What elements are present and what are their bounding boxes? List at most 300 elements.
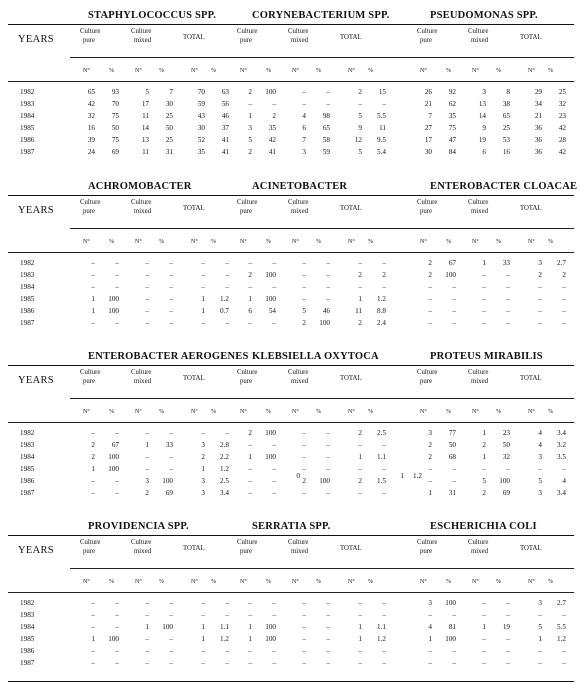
culture-mixed-word: Culture [131, 539, 152, 546]
table-cell: – [302, 635, 306, 643]
table-cell: 32 [87, 112, 95, 120]
table-cell: – [91, 271, 95, 279]
culture-pure-word: Culture [80, 28, 101, 35]
table-cell: 26 [424, 88, 432, 96]
table-cell: – [201, 659, 205, 667]
table-cell: 3.4 [220, 489, 229, 497]
count-subheader: N° [135, 239, 142, 245]
top-rule [8, 24, 574, 25]
table-cell: – [201, 611, 205, 619]
table-cell: 2.7 [557, 599, 566, 607]
table-cell: 3 [145, 477, 149, 485]
table-cell: – [452, 319, 456, 327]
table-cell: – [326, 271, 330, 279]
table-cell: 25 [165, 112, 173, 120]
table-cell: 1 [201, 295, 205, 303]
percent-subheader: % [109, 579, 114, 585]
table-cell: – [272, 283, 276, 291]
table-cell: – [169, 465, 173, 473]
table-cell: 1 [482, 429, 486, 437]
table-cell: – [302, 283, 306, 291]
table-cell: 98 [322, 112, 330, 120]
table-cell: 50 [448, 441, 456, 449]
count-subheader: N° [83, 239, 90, 245]
table-cell: 100 [499, 477, 510, 485]
table-cell: – [169, 271, 173, 279]
culture-mixed-header [468, 538, 488, 556]
table-cell: 2 [358, 88, 362, 96]
percent-subheader: % [446, 239, 451, 245]
count-subheader: N° [528, 68, 535, 74]
table-cell: 1 [145, 441, 149, 449]
table-cell: – [452, 295, 456, 303]
table-cell: – [248, 259, 252, 267]
organism-title: STAPHYLOCOCCUS SPP. [88, 10, 217, 21]
table-cell: 59 [197, 100, 205, 108]
table-cell: 50 [111, 124, 119, 132]
table-cell: 2 [482, 441, 486, 449]
table-cell: 2 [382, 271, 386, 279]
year-label: 1984 [20, 283, 35, 291]
year-label: 1982 [20, 429, 35, 437]
table-cell: 65 [87, 88, 95, 96]
mixed-word: mixed [134, 548, 151, 555]
table-cell: – [145, 295, 149, 303]
total-header: TOTAL [183, 205, 205, 212]
table-cell: 1 [145, 623, 149, 631]
percent-subheader: % [446, 579, 451, 585]
table-cell: 23 [558, 112, 566, 120]
total-header: TOTAL [183, 34, 205, 41]
percent-subheader: % [368, 579, 373, 585]
table-cell: – [201, 599, 205, 607]
count-subheader: N° [240, 579, 247, 585]
table-cell: – [248, 441, 252, 449]
culture-mixed-word: Culture [468, 28, 489, 35]
culture-pure-header [237, 27, 257, 45]
table-cell: 21 [424, 100, 432, 108]
year-label: 1987 [20, 659, 35, 667]
mixed-word: mixed [471, 548, 488, 555]
total-header: TOTAL [520, 375, 542, 382]
table-cell: – [358, 611, 362, 619]
table-cell: 59 [322, 148, 330, 156]
year-label: 1985 [20, 124, 35, 132]
culture-mixed-header [288, 27, 308, 45]
table-cell: – [91, 429, 95, 437]
table-cell: – [358, 283, 362, 291]
table-cell: – [482, 647, 486, 655]
panel-3 [0, 345, 580, 513]
top-rule [8, 365, 574, 366]
table-cell: 31 [448, 489, 456, 497]
count-subheader: N° [191, 579, 198, 585]
table-cell: – [428, 319, 432, 327]
table-cell: – [506, 319, 510, 327]
table-cell: 28 [558, 136, 566, 144]
table-cell: – [248, 647, 252, 655]
table-cell: – [115, 489, 119, 497]
table-cell: – [115, 599, 119, 607]
table-cell: – [302, 271, 306, 279]
table-cell: – [506, 635, 510, 643]
table-cell: – [145, 259, 149, 267]
table-cell: 100 [265, 295, 276, 303]
pure-word: pure [420, 37, 433, 44]
total-header: TOTAL [183, 375, 205, 382]
table-cell: 2 [302, 477, 306, 485]
table-cell: 2 [358, 319, 362, 327]
table-cell: – [169, 295, 173, 303]
table-cell: – [506, 599, 510, 607]
table-cell: 1 [91, 635, 95, 643]
pure-word: pure [420, 208, 433, 215]
table-cell: 25 [502, 124, 510, 132]
table-cell: – [201, 259, 205, 267]
culture-pure-header [80, 538, 100, 556]
culture-mixed-header [131, 198, 151, 216]
percent-subheader: % [316, 409, 321, 415]
culture-mixed-word: Culture [468, 199, 489, 206]
table-cell: 1 [91, 295, 95, 303]
table-cell: 4 [562, 477, 566, 485]
table-cell: – [482, 307, 486, 315]
table-cell: 16 [502, 148, 510, 156]
table-cell: 19 [502, 623, 510, 631]
mid-rule [70, 568, 574, 569]
table-cell: 35 [197, 148, 205, 156]
culture-pure-word: Culture [237, 28, 258, 35]
table-cell: 17 [424, 136, 432, 144]
table-cell: – [326, 283, 330, 291]
table-cell: 1 [482, 453, 486, 461]
table-cell: – [115, 477, 119, 485]
table-cell: 2.7 [557, 259, 566, 267]
table-cell: – [169, 307, 173, 315]
table-cell: – [452, 465, 456, 473]
table-cell: – [358, 489, 362, 497]
table-cell: 42 [268, 136, 276, 144]
table-cell: 2 [538, 271, 542, 279]
organism-title: ENTEROBACTER CLOACAE [430, 181, 578, 192]
organism-title: ACHROMOBACTER [88, 181, 192, 192]
table-cell: 25 [558, 88, 566, 96]
table-cell: 31 [165, 148, 173, 156]
table-cell: – [248, 599, 252, 607]
table-cell: – [91, 647, 95, 655]
table-cell: – [145, 429, 149, 437]
sub-rule [8, 252, 574, 253]
table-cell: – [562, 307, 566, 315]
table-cell: – [225, 611, 229, 619]
table-cell: 1 [91, 307, 95, 315]
percent-subheader: % [159, 239, 164, 245]
table-cell: 75 [448, 124, 456, 132]
count-subheader: N° [83, 409, 90, 415]
table-cell: – [272, 465, 276, 473]
percent-subheader: % [266, 579, 271, 585]
top-rule [8, 195, 574, 196]
table-cell: – [169, 635, 173, 643]
table-cell: 67 [448, 259, 456, 267]
table-cell: 100 [162, 477, 173, 485]
table-cell: 2.8 [220, 441, 229, 449]
table-cell: – [326, 100, 330, 108]
table-cell: – [272, 441, 276, 449]
table-cell: 36 [534, 148, 542, 156]
table-cell: – [382, 283, 386, 291]
culture-mixed-header [131, 368, 151, 386]
table-cell: – [302, 623, 306, 631]
table-cell: 5 [538, 477, 542, 485]
table-cell: 5 [358, 112, 362, 120]
year-label: 1985 [20, 465, 35, 473]
table-cell: 1.2 [377, 295, 386, 303]
culture-mixed-word: Culture [288, 28, 309, 35]
table-cell: – [382, 611, 386, 619]
table-cell: – [428, 647, 432, 655]
table-cell: – [169, 659, 173, 667]
table-cell: 42 [87, 100, 95, 108]
culture-mixed-word: Culture [288, 199, 309, 206]
table-cell: 6 [302, 124, 306, 132]
table-cell: – [91, 659, 95, 667]
table-cell: 84 [448, 148, 456, 156]
table-cell: 1 [201, 623, 205, 631]
table-cell: 3.5 [557, 453, 566, 461]
table-cell: 100 [108, 295, 119, 303]
table-cell: 2 [145, 489, 149, 497]
table-cell: 17 [141, 100, 149, 108]
culture-pure-word: Culture [237, 369, 258, 376]
table-cell: 63 [221, 88, 229, 96]
count-subheader: N° [420, 579, 427, 585]
table-cell: 23 [502, 429, 510, 437]
total-header: TOTAL [340, 34, 362, 41]
table-cell: – [91, 477, 95, 485]
table-cell: 13 [141, 136, 149, 144]
count-subheader: N° [348, 239, 355, 245]
table-cell: – [428, 659, 432, 667]
table-cell: 36 [534, 136, 542, 144]
culture-pure-header [417, 198, 437, 216]
culture-pure-word: Culture [80, 199, 101, 206]
table-cell: 53 [502, 136, 510, 144]
table-cell: 75 [111, 136, 119, 144]
table-cell: – [452, 659, 456, 667]
table-cell: – [115, 647, 119, 655]
table-cell: – [302, 611, 306, 619]
table-cell: 2 [248, 429, 252, 437]
table-cell: 1 [358, 623, 362, 631]
count-subheader: N° [191, 68, 198, 74]
table-cell: 52 [197, 136, 205, 144]
organism-title: PROVIDENCIA SPP. [88, 521, 189, 532]
table-cell: 2 [201, 453, 205, 461]
table-cell: – [272, 259, 276, 267]
table-cell: – [506, 307, 510, 315]
table-cell: 9 [358, 124, 362, 132]
mixed-word: mixed [134, 378, 151, 385]
table-cell: 3 [482, 88, 486, 96]
table-cell: – [302, 295, 306, 303]
table-cell: 1.1 [377, 623, 386, 631]
year-label: 1986 [20, 307, 35, 315]
table-cell: 1 [248, 623, 252, 631]
table-cell: 3 [538, 259, 542, 267]
table-cell: – [272, 319, 276, 327]
table-cell: 2.2 [220, 453, 229, 461]
count-subheader: N° [292, 579, 299, 585]
years-label: YEARS [18, 545, 54, 556]
percent-subheader: % [316, 68, 321, 74]
count-subheader: N° [191, 409, 198, 415]
table-cell: 1 [358, 453, 362, 461]
table-cell: – [225, 599, 229, 607]
percent-subheader: % [211, 409, 216, 415]
table-cell: 5 [248, 136, 252, 144]
culture-mixed-header [288, 198, 308, 216]
table-cell: – [302, 647, 306, 655]
count-subheader: N° [240, 68, 247, 74]
table-cell: 92 [448, 88, 456, 96]
table-cell: – [115, 283, 119, 291]
year-label: 1983 [20, 271, 35, 279]
table-cell: 38 [502, 100, 510, 108]
pure-word: pure [83, 208, 96, 215]
culture-mixed-header [131, 538, 151, 556]
table-cell: 100 [319, 477, 330, 485]
table-cell: – [382, 647, 386, 655]
percent-subheader: % [548, 68, 553, 74]
table-cell: – [248, 319, 252, 327]
table-cell: – [482, 319, 486, 327]
table-cell: – [358, 100, 362, 108]
table-cell: – [326, 465, 330, 473]
table-cell: 1 [358, 635, 362, 643]
table-cell: – [326, 259, 330, 267]
table-cell: 100 [108, 635, 119, 643]
table-cell: 9.5 [377, 136, 386, 144]
percent-subheader: % [548, 579, 553, 585]
table-cell: 65 [502, 112, 510, 120]
pure-word: pure [83, 378, 96, 385]
table-cell: 54 [268, 307, 276, 315]
table-cell: – [248, 489, 252, 497]
year-label: 1983 [20, 611, 35, 619]
table-cell: – [326, 88, 330, 96]
table-cell: – [506, 465, 510, 473]
table-cell: 100 [108, 307, 119, 315]
table-cell: – [302, 465, 306, 473]
table-cell: 65 [322, 124, 330, 132]
table-cell: 3.4 [557, 489, 566, 497]
table-cell: – [482, 271, 486, 279]
table-cell: – [145, 271, 149, 279]
table-cell: – [562, 283, 566, 291]
table-cell: – [302, 599, 306, 607]
culture-pure-word: Culture [417, 199, 438, 206]
table-cell: 39 [87, 136, 95, 144]
count-subheader: N° [135, 579, 142, 585]
table-cell: 43 [197, 112, 205, 120]
count-subheader: N° [240, 239, 247, 245]
mid-rule [70, 228, 574, 229]
organism-title: ESCHERICHIA COLI [430, 521, 537, 532]
table-cell: 11 [355, 307, 362, 315]
table-cell: 41 [221, 148, 229, 156]
table-cell: – [115, 319, 119, 327]
pure-word: pure [83, 548, 96, 555]
table-cell: 42 [558, 124, 566, 132]
pure-word: pure [240, 208, 253, 215]
table-cell: – [482, 635, 486, 643]
table-cell: 2 [428, 441, 432, 449]
table-cell: – [358, 659, 362, 667]
table-cell: 5 [538, 623, 542, 631]
sub-rule [8, 422, 574, 423]
year-label: 1984 [20, 453, 35, 461]
table-cell: 42 [558, 148, 566, 156]
count-subheader: N° [348, 579, 355, 585]
table-cell: 7 [169, 88, 173, 96]
table-cell: – [538, 465, 542, 473]
table-cell: 1 [91, 465, 95, 473]
percent-subheader: % [211, 239, 216, 245]
culture-mixed-header [468, 27, 488, 45]
table-cell: – [506, 271, 510, 279]
table-cell: – [562, 465, 566, 473]
table-cell: – [506, 611, 510, 619]
table-cell: – [302, 453, 306, 461]
mixed-word: mixed [291, 37, 308, 44]
culture-pure-header [237, 368, 257, 386]
table-cell: – [91, 611, 95, 619]
table-cell: 47 [448, 136, 456, 144]
culture-mixed-header [468, 198, 488, 216]
table-cell: 36 [534, 124, 542, 132]
table-cell: 1 [201, 307, 205, 315]
table-cell: 9 [482, 124, 486, 132]
table-cell: – [538, 647, 542, 655]
table-cell: – [145, 453, 149, 461]
pure-word: pure [83, 37, 96, 44]
table-cell: 35 [268, 124, 276, 132]
culture-pure-word: Culture [417, 369, 438, 376]
table-cell: – [272, 647, 276, 655]
table-cell: 3 [201, 489, 205, 497]
percent-subheader: % [496, 579, 501, 585]
count-subheader: N° [292, 409, 299, 415]
table-cell: – [326, 647, 330, 655]
table-cell: – [302, 429, 306, 437]
percent-subheader: % [368, 239, 373, 245]
table-cell: 46 [322, 307, 330, 315]
table-cell: 100 [108, 453, 119, 461]
pure-word: pure [240, 37, 253, 44]
table-cell: – [169, 647, 173, 655]
table-cell: 100 [445, 599, 456, 607]
table-cell: – [91, 283, 95, 291]
table-cell: – [302, 659, 306, 667]
table-cell: 3 [201, 441, 205, 449]
table-cell: – [452, 307, 456, 315]
count-subheader: N° [472, 68, 479, 74]
table-cell: – [225, 283, 229, 291]
percent-subheader: % [211, 579, 216, 585]
table-cell: 2 [428, 259, 432, 267]
year-label: 1983 [20, 441, 35, 449]
